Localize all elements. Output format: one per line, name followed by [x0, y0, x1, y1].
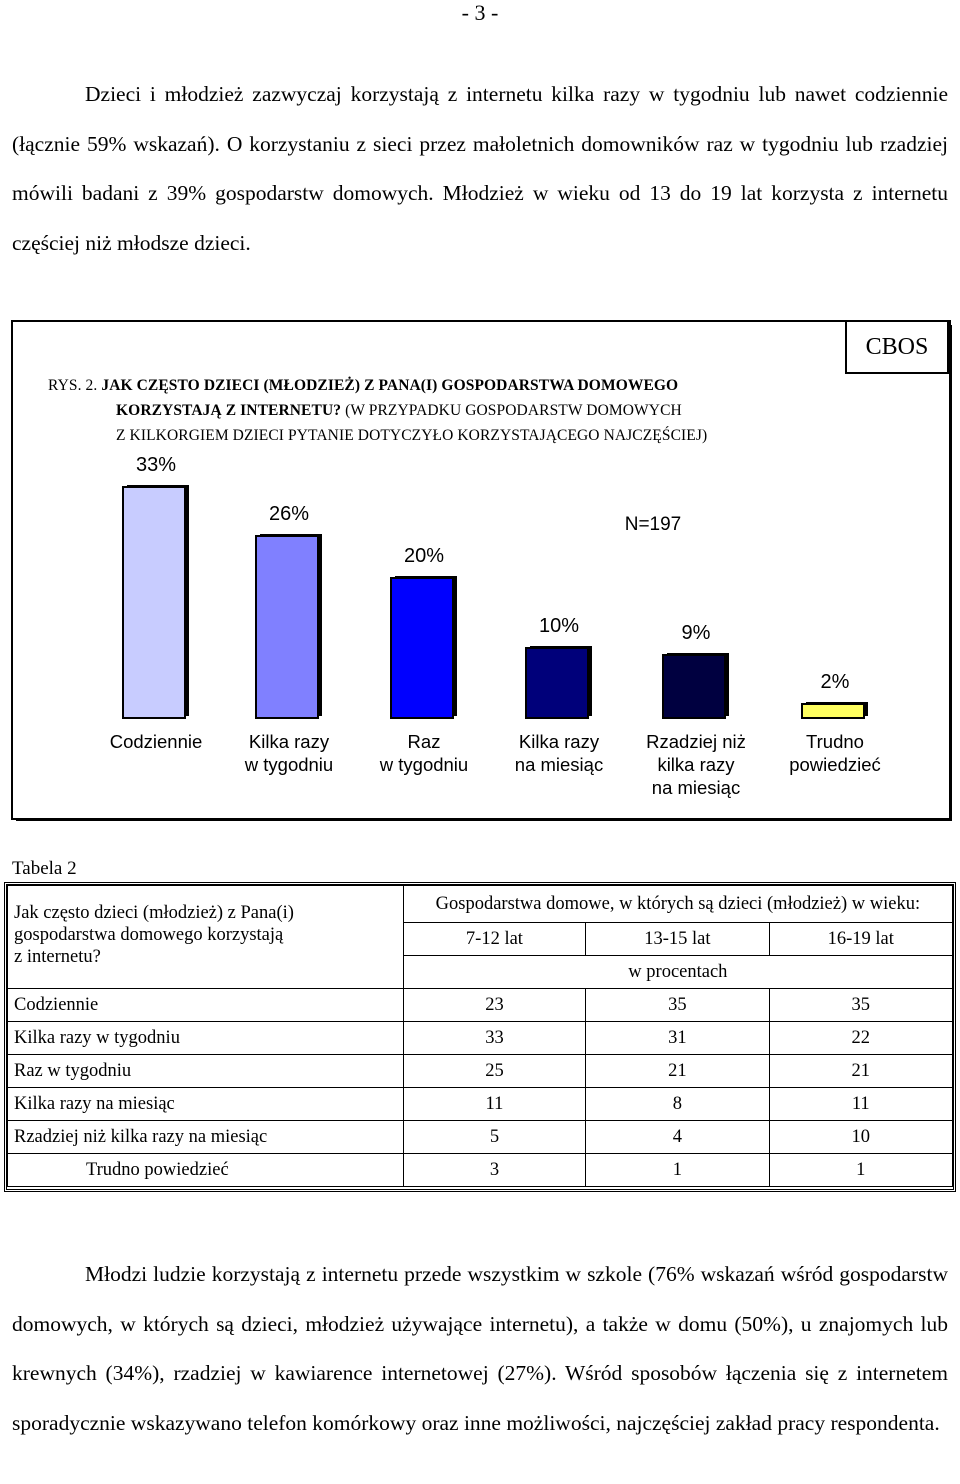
cell: 33 — [403, 1022, 585, 1055]
category-label: powiedzieć — [789, 754, 881, 775]
table-row — [8, 1055, 953, 1088]
category-label: Raz — [407, 731, 441, 752]
column-header: 13-15 lat — [586, 923, 769, 956]
bar — [256, 536, 318, 718]
figure-label: RYS. 2. — [48, 377, 98, 394]
closing-paragraph: Młodzi ludzie korzystają z internetu przede wszystkim w szkole (76% wskazań wśród gospodarstw domowych, w których są dzieci, młodzież używające internetu), a także w domu (50%), u znajomych lub krewnych (34%), rzadziej w kawiarence internetowej (27%). Wśród sposobów łączenia się z internetem sporadycznie wskazywano telefon komórkowy oraz inne możliwości, najczęściej zakład pracy respondenta. — [12, 1262, 948, 1435]
source-label: CBOS — [845, 320, 949, 374]
table-row — [8, 989, 953, 1022]
cell: 23 — [403, 989, 585, 1022]
figure-title — [48, 373, 888, 448]
table-row — [8, 1154, 953, 1187]
figure-question-cont: KORZYSTAJĄ Z INTERNETU? — [116, 402, 342, 419]
cell: 31 — [586, 1022, 769, 1055]
category-label: na miesiąc — [651, 777, 741, 798]
category-label: Rzadziej niż — [646, 731, 746, 752]
table-row — [8, 1088, 953, 1121]
row-label: Raz w tygodniu — [8, 1055, 404, 1088]
cell: 1 — [586, 1154, 769, 1187]
cell: 1 — [769, 1154, 952, 1187]
category-label: na miesiąc — [514, 754, 604, 775]
question-line: gospodarstwa domowego korzystają — [14, 925, 284, 945]
bar-value-label: 10% — [538, 615, 580, 637]
cell: 10 — [769, 1121, 952, 1154]
column-header: 16-19 lat — [769, 923, 952, 956]
sample-size-label: N=197 — [624, 514, 682, 535]
row-label: Trudno powiedzieć — [8, 1154, 404, 1187]
figure-note: (W PRZYPADKU GOSPODARSTW DOMOWYCH — [341, 402, 682, 419]
question-line: z internetu? — [14, 947, 101, 967]
category-label: w tygodniu — [244, 754, 334, 775]
bar-value-label: 26% — [268, 503, 310, 525]
row-label: Rzadziej niż kilka razy na miesiąc — [8, 1121, 404, 1154]
cell: 25 — [403, 1055, 585, 1088]
cell: 4 — [586, 1121, 769, 1154]
row-label: Kilka razy na miesiąc — [8, 1088, 404, 1121]
figure-note-cont: Z KILKORGIEM DZIECI PYTANIE DOTYCZYŁO KORZYSTAJĄCEGO NAJCZĘŚCIEJ) — [116, 427, 708, 444]
page-number: - 3 - — [461, 0, 499, 25]
category-label: w tygodniu — [379, 754, 469, 775]
table-row — [8, 1121, 953, 1154]
question-line: Jak często dzieci (młodzież) z Pana(i) — [14, 903, 294, 923]
cell: 22 — [769, 1022, 952, 1055]
bar — [802, 704, 864, 718]
category-label: Kilka razy — [248, 731, 330, 752]
cell: 3 — [403, 1154, 585, 1187]
data-table — [7, 885, 953, 1187]
bar-value-label: 20% — [403, 545, 445, 567]
cell: 35 — [769, 989, 952, 1022]
table-row — [8, 1022, 953, 1055]
intro-paragraph: Dzieci i młodzież zazwyczaj korzystają z internetu kilka razy w tygodniu lub nawet codziennie (łącznie 59% wskazań). O korzystaniu z sieci przez małoletnich domowników raz w tygodniu lub rzadziej mówili badani z 39% gospodarstw domowych. Młodzież w wieku od 13 do 19 lat korzysta z internetu częściej niż młodsze dzieci. — [12, 82, 948, 255]
cell: 21 — [586, 1055, 769, 1088]
category-label: Trudno — [806, 731, 864, 752]
category-label: Codziennie — [109, 731, 203, 752]
cell: 5 — [403, 1121, 585, 1154]
cell: 8 — [586, 1088, 769, 1121]
category-label: kilka razy — [657, 754, 735, 775]
table-label: Tabela 2 — [12, 858, 77, 879]
figure-question: JAK CZĘSTO DZIECI (MŁODZIEŻ) Z PANA(I) GOSPODARSTWA DOMOWEGO — [101, 377, 679, 394]
bar — [663, 655, 725, 718]
bar-value-label: 33% — [135, 454, 177, 476]
cell: 11 — [403, 1088, 585, 1121]
bar-value-label: 2% — [820, 671, 850, 693]
bar — [123, 487, 185, 718]
row-label: Codziennie — [8, 989, 404, 1022]
unit-row: w procentach — [403, 956, 952, 989]
category-label: Kilka razy — [518, 731, 600, 752]
cell: 11 — [769, 1088, 952, 1121]
row-label: Kilka razy w tygodniu — [8, 1022, 404, 1055]
group-header: Gospodarstwa domowe, w których są dzieci (młodzież) w wieku: — [403, 886, 952, 923]
cell: 21 — [769, 1055, 952, 1088]
bar — [526, 648, 588, 718]
column-header: 7-12 lat — [403, 923, 585, 956]
table-frame — [4, 882, 956, 1192]
bar — [391, 578, 453, 718]
bar-value-label: 9% — [681, 622, 711, 644]
cell: 35 — [586, 989, 769, 1022]
table-question — [8, 886, 404, 989]
